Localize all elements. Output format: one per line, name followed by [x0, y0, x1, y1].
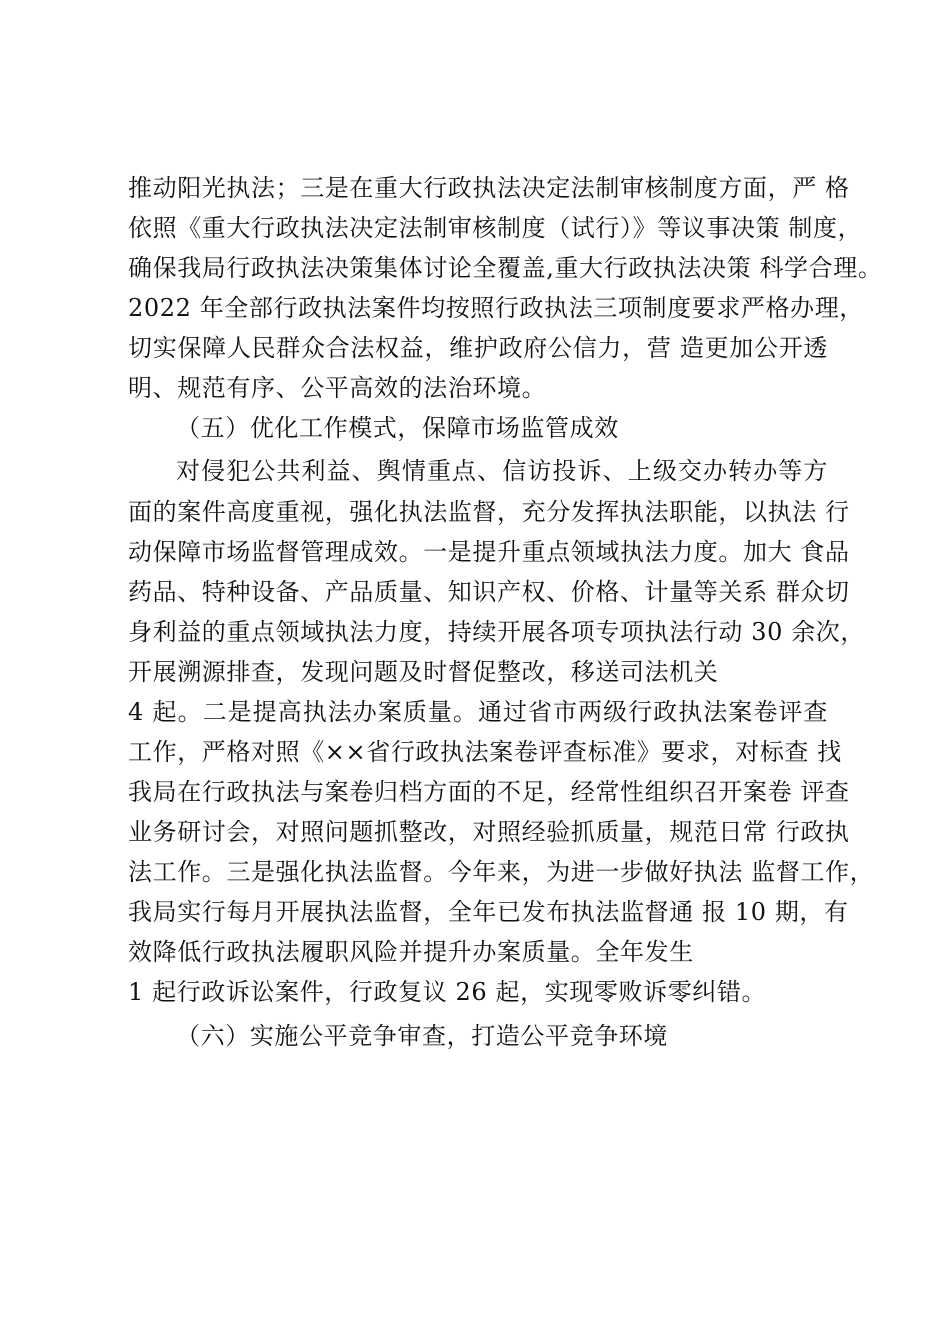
body-text-line: 2022 年全部行政执法案件均按照行政执法三项制度要求严格办理， [128, 294, 864, 322]
body-text-line: 确保我局行政执法决策集体讨论全覆盖,重大行政执法决策 科学合理。 [128, 254, 883, 282]
body-text-line: 工作，严格对照《××省行政执法案卷评查标准》要求，对标查 找 [128, 738, 842, 766]
body-text-line: 业务研讨会，对照问题抓整改，对照经验抓质量，规范日常 行政执 [128, 818, 850, 846]
section-heading-6: （六）实施公平竞争审查，打造公平竞争环境 [176, 1022, 668, 1050]
body-text-line: 明、规范有序、公平高效的法治环境。 [128, 374, 547, 402]
body-text-line: 我局实行每月开展执法监督，全年已发布执法监督通 报 10 期，有 [128, 898, 849, 926]
body-text-line: 依照《重大行政执法决定法制审核制度（试行）》等议事决策 制度， [128, 214, 863, 242]
body-text-line: 身利益的重点领域执法力度，持续开展各项专项执法行动 30 余次， [128, 618, 865, 646]
body-text-line: 动保障市场监督管理成效。一是提升重点领域执法力度。加大 食品 [128, 538, 850, 566]
body-text-line: 药品、特种设备、产品质量、知识产权、价格、计量等关系 群众切 [128, 578, 850, 606]
body-text-line: 4 起。二是提高执法办案质量。通过省市两级行政执法案卷评查 [128, 698, 828, 726]
body-text-line: 效降低行政执法履职风险并提升办案质量。全年发生 [128, 938, 694, 966]
body-text-line: 面的案件高度重视，强化执法监督，充分发挥执法职能，以执法 行 [128, 498, 850, 526]
body-text-line: 我局在行政执法与案卷归档方面的不足，经常性组织召开案卷 评查 [128, 778, 850, 806]
body-text-line: 1 起行政诉讼案件，行政复议 26 起，实现零败诉零纠错。 [128, 978, 767, 1006]
body-text-line: 推动阳光执法；三是在重大行政执法决定法制审核制度方面，严 格 [128, 174, 850, 202]
paragraph-first-line: 对侵犯公共利益、舆情重点、信访投诉、上级交办转办等方 [176, 457, 828, 485]
body-text-line: 开展溯源排查，发现问题及时督促整改，移送司法机关 [128, 658, 719, 686]
body-text-line: 法工作。三是强化执法监督。今年来，为进一步做好执法 监督工作， [128, 858, 875, 886]
body-text-line: 切实保障人民群众合法权益，维护政府公信力，营 造更加公开透 [128, 334, 828, 362]
section-heading-5: （五）优化工作模式，保障市场监管成效 [176, 414, 619, 442]
